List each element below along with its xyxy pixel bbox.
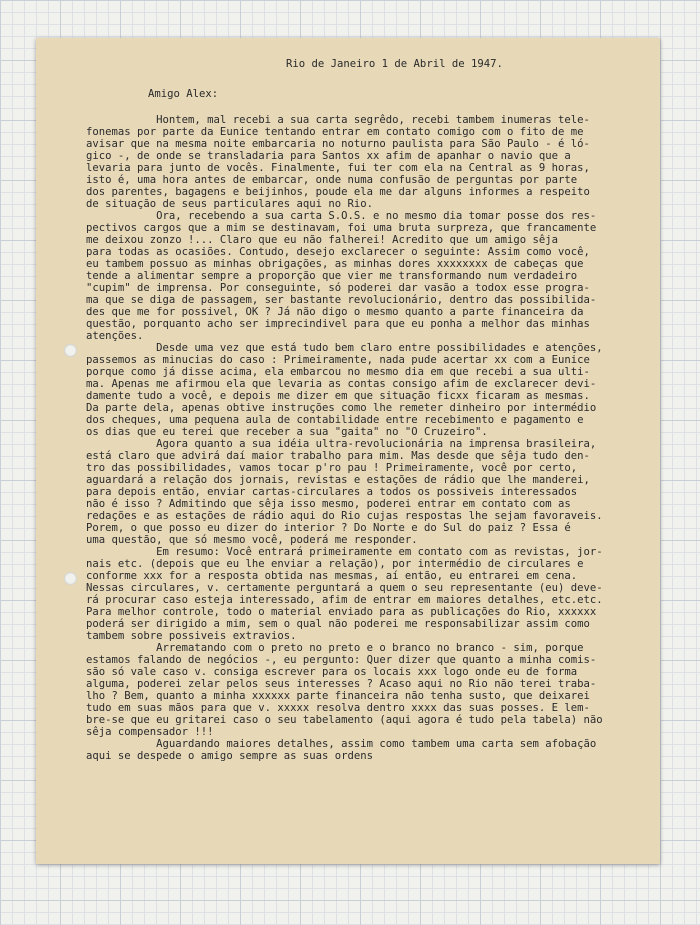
letter-line: avisar que na mesma noite embarcaria no noturno paulista para São Paulo - é ló-: [86, 138, 590, 150]
letter-line: redações e as estações de rádio aqui do Rio cujas respostas lhe sejam favoraveis.: [86, 510, 603, 522]
letter-line: Nessas circulares, v. certamente perguntará a quem o seu representante (eu) deve-: [86, 582, 603, 594]
letter-line: aguardará a relação dos jornais, revistas e estações de rádio que lhe manderei,: [86, 474, 590, 486]
letter-line: atenções.: [86, 330, 144, 342]
letter-line: Agora quanto a sua idéia ultra-revolucionária na imprensa brasileira,: [86, 438, 597, 450]
letter-line: eu tambem possuo as minhas obrigações, as minhas dores xxxxxxxx de cabeças que: [86, 258, 584, 270]
letter-line: não é isso ? Admitindo que sêja isso mesmo, poderei entrar em contato com as: [86, 498, 571, 510]
letter-line: questão, porquanto acho ser imprecindivel para que eu ponha a melhor das minhas: [86, 318, 590, 330]
letter-line: porque como já disse acima, ela embarcou no mesmo dia em que recebi a sua ulti-: [86, 366, 590, 378]
letter-greeting: Amigo Alex:: [148, 88, 219, 100]
letter-line: Arrematando com o preto no preto e o branco no branco - sim, porque: [86, 642, 584, 654]
letter-line: ma que se diga de passagem, ser bastante revolucionário, dentro das possibilida-: [86, 294, 597, 306]
letter-line: gico -, de onde se transladaria para Santos xx afim de apanhar o navio que a: [86, 150, 571, 162]
letter-line: Desde uma vez que está tudo bem claro entre possibilidades e atenções,: [86, 342, 603, 354]
letter-line: dos cheques, uma pequena aula de contabilidade entre recebimento e pagamento e: [86, 414, 584, 426]
letter-line: pectivos cargos que a mim se destinavam, foi uma bruta surpreza, que francamente: [86, 222, 597, 234]
letter-line: alguma, poderei zelar pelos seus interesses ? Acaso aqui no Rio não terei traba-: [86, 678, 597, 690]
letter-line: lho ? Bem, quanto a minha xxxxxx parte financeira não tenha susto, que deixarei: [86, 690, 590, 702]
letter-line: Para melhor controle, todo o material enviado para as publicações do Rio, xxxxxx: [86, 606, 597, 618]
letter-lines: [86, 114, 660, 762]
letter-line: dos parentes, bagagens e beijinhos, poude ela me dar alguns informes a respeito: [86, 186, 590, 198]
letter-line: são só vale caso v. consiga escrever para os locais xxx logo onde eu de forma: [86, 666, 578, 678]
letter-line: está claro que advirá daí maior trabalho para mim. Mas desde que sêja tudo den-: [86, 450, 590, 462]
letter-line: ma. Apenas me afirmou ela que levaria as contas consigo afim de exclarecer devi-: [86, 378, 597, 390]
letter-line: levaria para junto de vocês. Finalmente, fui ter com ela na Central as 9 horas,: [86, 162, 590, 174]
letter-line: conforme xxx for a resposta obtida nas mesmas, aí então, eu entrarei em cena.: [86, 570, 578, 582]
letter-line: poderá ser dirigido a mim, sem o qual não poderei me responsabilizar assim como: [86, 618, 590, 630]
letter-line: para depois então, enviar cartas-circulares a todos os possiveis interessados: [86, 486, 578, 498]
punch-hole: [64, 572, 77, 585]
letter-line: Da parte dela, apenas obtive instruções como lhe remeter dinheiro por intermédio: [86, 402, 597, 414]
letter-line: "cupim" de imprensa. Por conseguinte, só poderei dar vasão a todox esse progra-: [86, 282, 590, 294]
letter-line: Hontem, mal recebi a sua carta segrêdo, recebi tambem inumeras tele-: [86, 114, 590, 126]
letter-line: bre-se que eu gritarei caso o seu tabelamento (aqui agora é tudo pela tabela) não: [86, 714, 603, 726]
letter-line: tro das possibilidades, vamos tocar p'ro pau ! Primeiramente, você por certo,: [86, 462, 578, 474]
letter-line: me deixou zonzo !... Claro que eu não falherei! Acredito que um amigo sêja: [86, 234, 558, 246]
letter-page: [36, 38, 660, 864]
letter-line: para todas as ocasiões. Contudo, desejo exclarecer o seguinte: Assim como você,: [86, 246, 590, 258]
letter-line: tudo em suas mãos para que v. xxxxx resolva dentro xxxx das suas posses. E lem-: [86, 702, 590, 714]
letter-line: des que me for possivel, OK ? Já não digo o mesmo quanto a parte financeira da: [86, 306, 584, 318]
letter-line: de situação de seus particulares aqui no Rio.: [86, 198, 374, 210]
letter-line: aqui se despede o amigo sempre as suas ordens: [86, 750, 374, 762]
letter-line: Em resumo: Você entrará primeiramente em contato com as revistas, jor-: [86, 546, 603, 558]
punch-hole: [64, 344, 77, 357]
letter-line: sêja compensador !!!: [86, 726, 214, 738]
letter-line: estamos falando de negócios -, eu pergunto: Quer dizer que quanto a minha comis-: [86, 654, 597, 666]
letter-line: damente tudo a você, e depois me dizer em que situação ficxx ficaram as mesmas.: [86, 390, 590, 402]
letter-line: passemos as minucias do caso : Primeiramente, nada pude acertar xx com a Eunice: [86, 354, 590, 366]
letter-line: os dias que eu terei que receber a sua "gaita" no "O Cruzeiro".: [86, 426, 488, 438]
letter-line: Porem, o que posso eu dizer do interior ? Do Norte e do Sul do paiz ? Essa é: [86, 522, 571, 534]
letter-line: isto é, uma hora antes de embarcar, onde numa confusão de perguntas por parte: [86, 174, 578, 186]
letter-line: fonemas por parte da Eunice tentando entrar em contato comigo com o fito de me: [86, 126, 584, 138]
letter-line: tende a alimentar sempre a proporção que vier me transformando num verdadeiro: [86, 270, 578, 282]
letter-dateline: Rio de Janeiro 1 de Abril de 1947.: [286, 58, 503, 70]
letter-body: [86, 58, 660, 762]
letter-line: Aguardando maiores detalhes, assim como tambem uma carta sem afobação: [86, 738, 597, 750]
letter-line: uma questão, que só mesmo você, poderá me responder.: [86, 534, 418, 546]
letter-line: Ora, recebendo a sua carta S.O.S. e no mesmo dia tomar posse dos res-: [86, 210, 597, 222]
letter-line: tambem sobre possiveis extravios.: [86, 630, 297, 642]
letter-line: rá procurar caso esteja interessado, afim de entrar em maiores detalhes, etc.etc.: [86, 594, 603, 606]
letter-line: nais etc. (depois que eu lhe enviar a relação), por intermédio de circulares e: [86, 558, 584, 570]
